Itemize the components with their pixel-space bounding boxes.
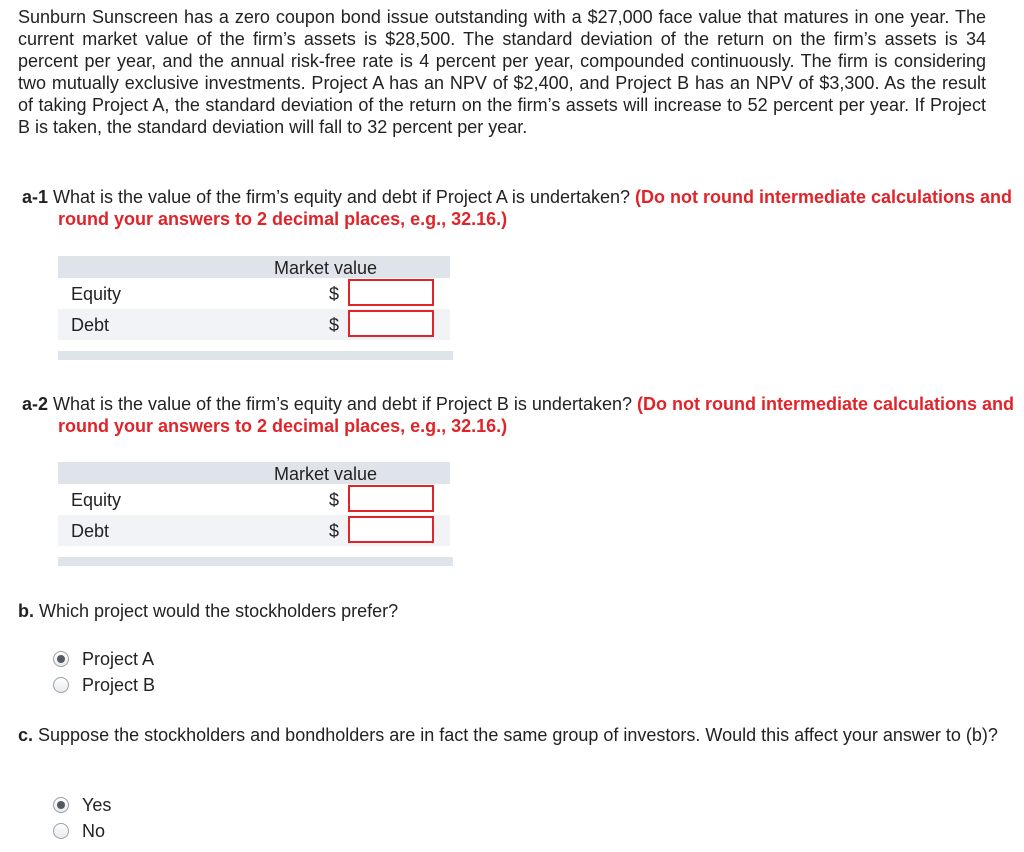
radio-option-project-a[interactable] bbox=[53, 646, 155, 672]
question-a1-text: What is the value of the firm’s equity and debt if Project A is undertaken? bbox=[48, 187, 636, 207]
question-a1 bbox=[22, 186, 1024, 230]
table-row-equity bbox=[58, 278, 450, 309]
equity-value-input-a2[interactable] bbox=[348, 485, 434, 512]
affect-answer-radio-group bbox=[53, 792, 111, 844]
problem-statement: Sunburn Sunscreen has a zero coupon bond issue outstanding with a $27,000 face value that matures in one year. The current market value of the firm’s assets is $28,500. The standard deviation of the return on the firm’s assets is 34 percent per year, and the annual risk-free rate is 4 percent per year, compounded continuously. The firm is considering two mutually exclusive investments. Project A has an NPV of $2,400, and Project B has an NPV of $3,300. As the result of taking Project A, the standard deviation of the return on the firm’s assets will increase to 52 percent per year. If Project B is taken, the standard deviation will fall to 32 percent per year. bbox=[18, 7, 986, 137]
table-header bbox=[58, 462, 450, 484]
radio-button[interactable] bbox=[53, 823, 69, 839]
question-a2-number: a-2 bbox=[22, 394, 49, 414]
equity-value-input-a1[interactable] bbox=[348, 279, 434, 306]
row-label-debt: Debt bbox=[71, 521, 110, 541]
radio-button-selected[interactable] bbox=[53, 651, 69, 667]
radio-button-selected[interactable] bbox=[53, 797, 69, 813]
question-a2 bbox=[22, 393, 1024, 437]
radio-label: Project A bbox=[82, 649, 155, 669]
table-footer-bar bbox=[58, 351, 453, 360]
radio-label: No bbox=[82, 821, 106, 841]
table-footer-bar bbox=[58, 557, 453, 566]
dollar-sign: $ bbox=[329, 284, 340, 304]
project-preference-radio-group bbox=[53, 646, 155, 698]
dollar-sign: $ bbox=[329, 315, 340, 335]
question-b bbox=[18, 600, 398, 622]
market-value-header: Market value bbox=[274, 464, 378, 484]
table-header bbox=[58, 256, 450, 278]
market-value-table-a2 bbox=[58, 462, 453, 566]
table-row-equity bbox=[58, 484, 450, 515]
radio-option-project-b[interactable] bbox=[53, 672, 155, 698]
question-b-number: b. bbox=[18, 601, 34, 621]
market-value-header: Market value bbox=[274, 258, 378, 278]
radio-label: Yes bbox=[82, 795, 112, 815]
table-row-debt bbox=[58, 309, 450, 340]
row-label-equity: Equity bbox=[71, 490, 122, 510]
radio-button[interactable] bbox=[53, 677, 69, 693]
question-a2-text: What is the value of the firm’s equity and debt if Project B is undertaken? bbox=[48, 394, 637, 414]
row-label-debt: Debt bbox=[71, 315, 110, 335]
radio-option-yes[interactable] bbox=[53, 792, 111, 818]
question-c-text: Suppose the stockholders and bondholders are in fact the same group of investors. Would this affect your answer to (b)? bbox=[33, 725, 998, 745]
table-row-debt bbox=[58, 515, 450, 546]
debt-value-input-a1[interactable] bbox=[348, 310, 434, 337]
market-value-table-a1 bbox=[58, 256, 453, 360]
question-a2-note: (Do not round intermediate calculations and round your answers to 2 decimal places, e.g., 32.16.) bbox=[58, 394, 1015, 436]
question-a1-number: a-1 bbox=[22, 187, 49, 207]
dollar-sign: $ bbox=[329, 490, 340, 510]
dollar-sign: $ bbox=[329, 521, 340, 541]
question-c bbox=[18, 724, 1016, 746]
radio-label: Project B bbox=[82, 675, 156, 695]
question-a1-note: (Do not round intermediate calculations and round your answers to 2 decimal places, e.g., 32.16.) bbox=[58, 187, 1013, 229]
radio-option-no[interactable] bbox=[53, 818, 111, 844]
question-c-number: c. bbox=[18, 725, 34, 745]
row-label-equity: Equity bbox=[71, 284, 122, 304]
question-b-text: Which project would the stockholders prefer? bbox=[34, 601, 399, 621]
debt-value-input-a2[interactable] bbox=[348, 516, 434, 543]
